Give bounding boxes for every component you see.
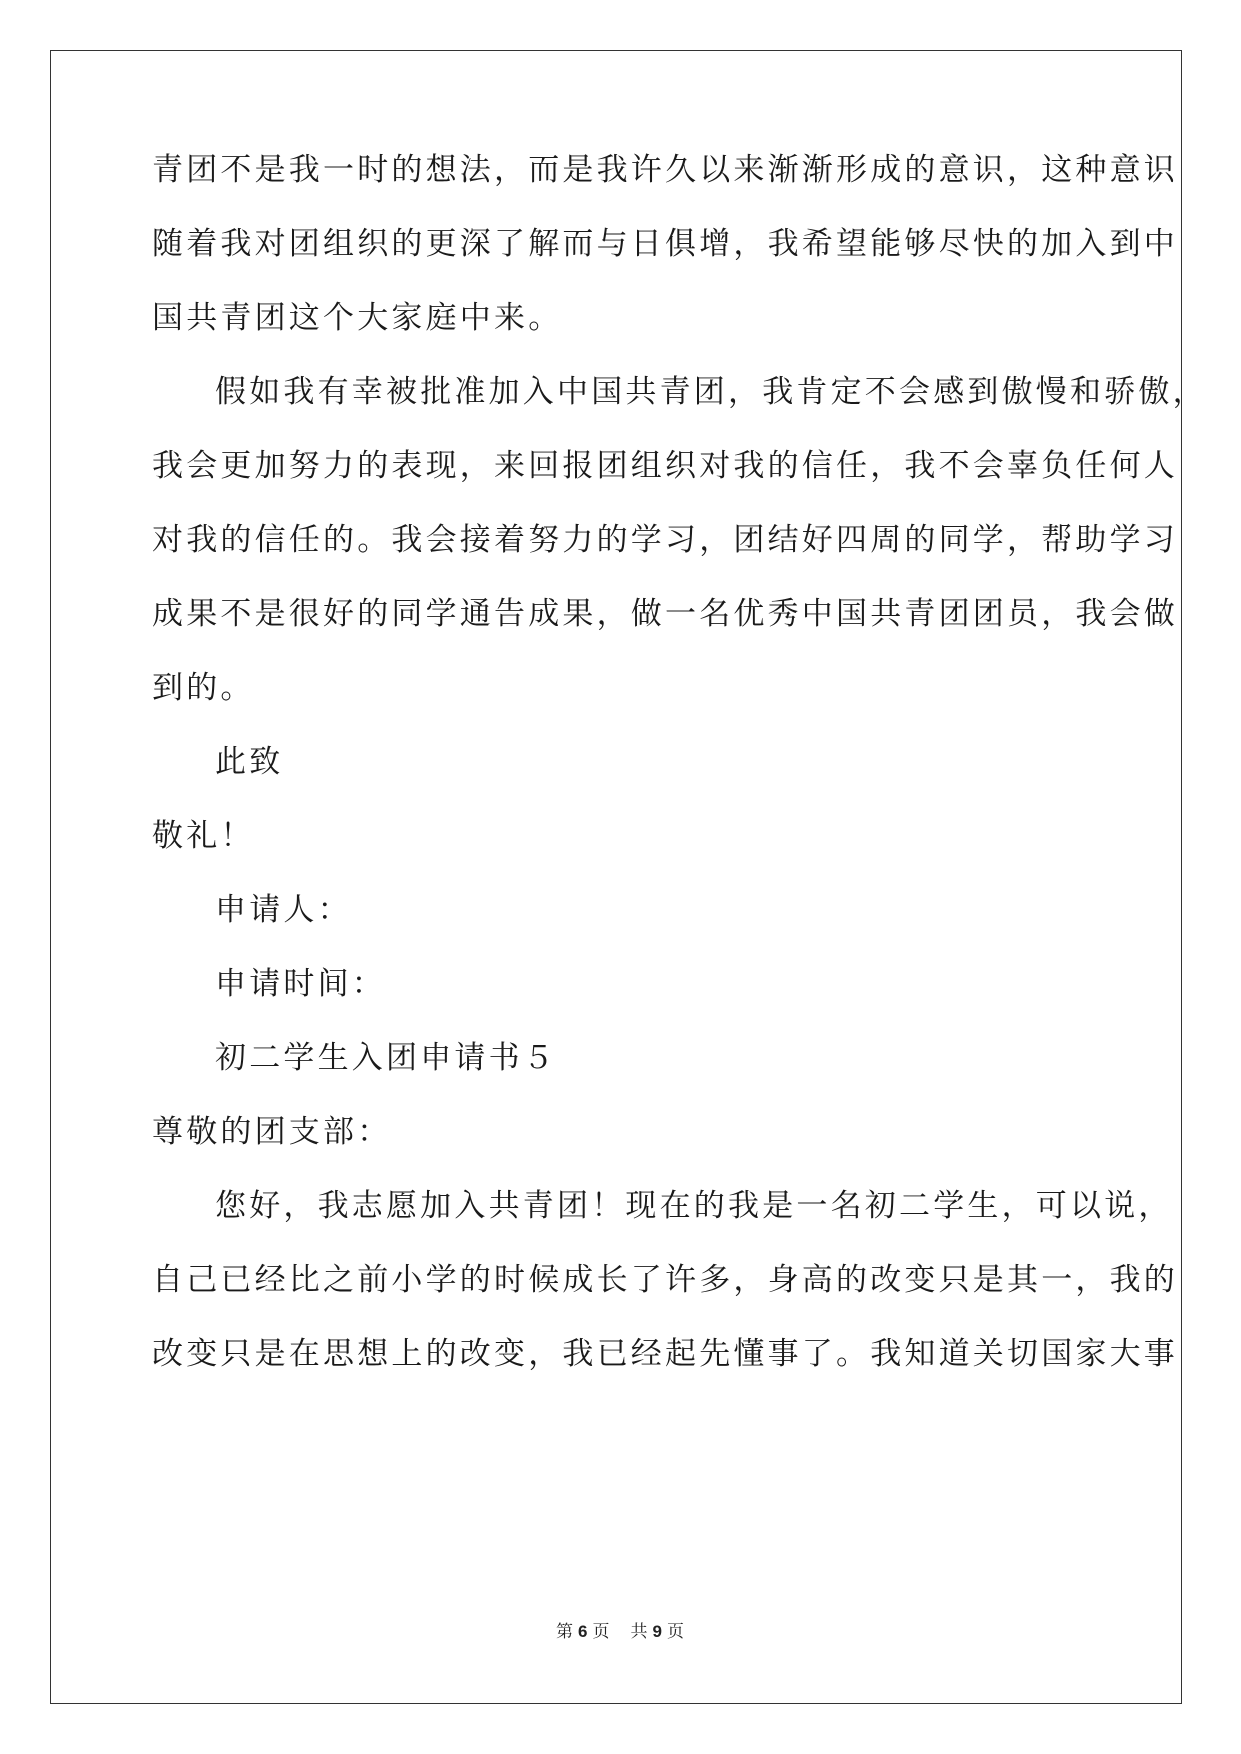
page-footer (0, 1620, 1241, 1644)
page-prefix: 第 (556, 1622, 575, 1642)
paragraph-start-line: 假如我有幸被批准加入中国共青团，我肯定不会感到傲慢和骄傲， (215, 374, 1207, 410)
text-line: 随着我对团组织的更深了解而与日俱增，我希望能够尽快的加入到中 (152, 226, 1178, 262)
current-page-number: 6 (578, 1622, 589, 1641)
text-line: 改变只是在思想上的改变，我已经起先懂事了。我知道关切国家大事 (152, 1336, 1178, 1372)
text-line: 成果不是很好的同学通告成果，做一名优秀中国共青团团员，我会做 (152, 596, 1178, 632)
closing-respect: 敬礼！ (152, 818, 255, 854)
section-title: 初二学生入团申请书５ (215, 1040, 557, 1076)
total-unit: 页 (666, 1622, 685, 1642)
letter-greeting: 尊敬的团支部： (152, 1114, 392, 1150)
text-line: 国共青团这个大家庭中来。 (152, 300, 563, 336)
paragraph-start-line: 您好，我志愿加入共青团！现在的我是一名初二学生，可以说， (215, 1188, 1173, 1224)
text-line: 青团不是我一时的想法，而是我许久以来渐渐形成的意识，这种意识 (152, 152, 1178, 188)
total-page-count: 9 (652, 1622, 663, 1641)
application-date-label: 申请时间： (215, 966, 386, 1002)
text-line: 我会更加努力的表现，来回报团组织对我的信任，我不会辜负任何人 (152, 448, 1178, 484)
page-unit: 页 (592, 1622, 611, 1642)
closing-salutation: 此致 (215, 744, 284, 780)
text-line: 对我的信任的。我会接着努力的学习，团结好四周的同学，帮助学习 (152, 522, 1178, 558)
applicant-label: 申请人： (215, 892, 352, 928)
total-prefix: 共 (630, 1622, 649, 1642)
text-line: 自己已经比之前小学的时候成长了许多，身高的改变只是其一，我的 (152, 1262, 1178, 1298)
text-line: 到的。 (152, 670, 255, 706)
